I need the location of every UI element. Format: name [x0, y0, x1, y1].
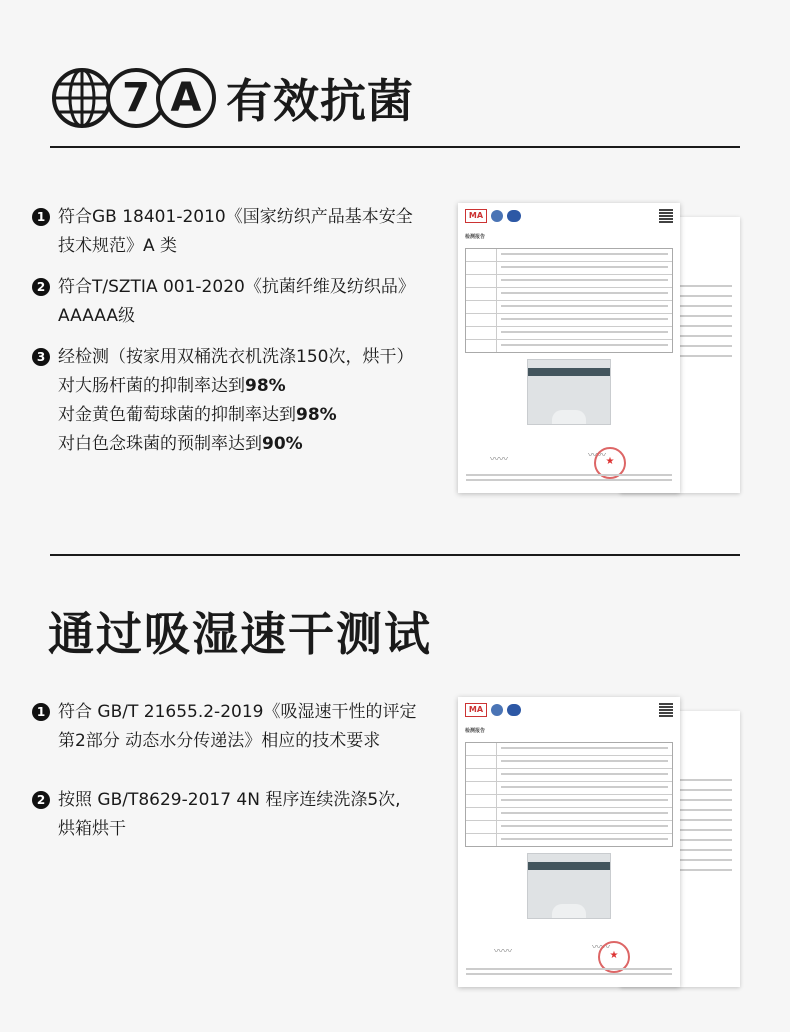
- cert-logo: [491, 210, 503, 222]
- bullet-line: 符合GB 18401-2010《国家纺织产品基本安全: [58, 207, 413, 227]
- report-front-page: [458, 697, 680, 987]
- section1-bullets: [32, 203, 452, 471]
- report-table: [465, 248, 673, 353]
- ma-logo: MA: [465, 703, 487, 717]
- garment-photo: [527, 359, 611, 425]
- rate-line: [58, 401, 452, 430]
- bullet-item: [32, 698, 452, 756]
- globe-icon: [50, 66, 114, 130]
- rate-line: [58, 372, 452, 401]
- bullet-line: 技术规范》A 类: [58, 236, 178, 256]
- badge-a: A: [156, 68, 216, 128]
- rate-value: 98%: [245, 376, 286, 396]
- section1-divider: [50, 146, 740, 148]
- test-report-image-2: [458, 697, 740, 987]
- rate-text: 对金黄色葡萄球菌的抑制率达到: [58, 405, 296, 425]
- bullet-number: 2: [32, 278, 50, 296]
- bullet-number: 3: [32, 348, 50, 366]
- rate-value: 98%: [296, 405, 337, 425]
- section1-header: [50, 58, 414, 138]
- badge-7: 7: [106, 68, 166, 128]
- signature: 〰〰: [588, 451, 607, 461]
- qr-code-icon: [659, 209, 673, 223]
- report-front-page: [458, 203, 680, 493]
- section2-title: 通过吸湿速干测试: [48, 607, 432, 661]
- signature: 〰〰: [592, 943, 611, 953]
- bullet-line: 符合T/SZTIA 001-2020《抗菌纤维及纺织品》: [58, 277, 415, 297]
- cert-logo: [491, 704, 503, 716]
- bullet-line: 经检测（按家用双桶洗衣机洗涤150次，烘干）: [58, 347, 414, 367]
- report-heading: 检测报告: [465, 728, 486, 734]
- rate-text: 对白色念珠菌的预制率达到: [58, 434, 262, 454]
- report-stamp: ★: [598, 941, 630, 973]
- qr-code-icon: [659, 703, 673, 717]
- bullet-item: [32, 786, 452, 844]
- bullet-item: [32, 343, 452, 459]
- cnas-logo: [507, 210, 521, 222]
- ma-logo: MA: [465, 209, 487, 223]
- bullet-number: 2: [32, 791, 50, 809]
- bullet-line: 符合 GB/T 21655.2-2019《吸湿速干性的评定: [58, 702, 417, 722]
- section2-divider: [50, 554, 740, 556]
- report-heading: 检测报告: [465, 234, 486, 240]
- report-table: [465, 742, 673, 847]
- rate-value: 90%: [262, 434, 303, 454]
- cnas-logo: [507, 704, 521, 716]
- rate-line: [58, 430, 452, 459]
- report-logos: [465, 703, 673, 717]
- signature: 〰〰: [490, 455, 509, 465]
- rate-text: 对大肠杆菌的抑制率达到: [58, 376, 245, 396]
- report-stamp: ★: [594, 447, 626, 479]
- bullet-number: 1: [32, 208, 50, 226]
- bullet-line: 第2部分 动态水分传递法》相应的技术要求: [58, 731, 381, 751]
- test-report-image-1: [458, 203, 740, 493]
- bullet-line: 按照 GB/T8629-2017 4N 程序连续洗涤5次,: [58, 790, 401, 810]
- signature: 〰〰: [494, 947, 513, 957]
- bullet-line: 烘箱烘干: [58, 819, 126, 839]
- bullet-item: [32, 273, 452, 331]
- section2-bullets: [32, 698, 452, 856]
- report-logos: [465, 209, 673, 223]
- bullet-number: 1: [32, 703, 50, 721]
- bullet-line: AAAAA级: [58, 306, 136, 326]
- bullet-item: [32, 203, 452, 261]
- section1-title: 有效抗菌: [226, 74, 414, 128]
- garment-photo: [527, 853, 611, 919]
